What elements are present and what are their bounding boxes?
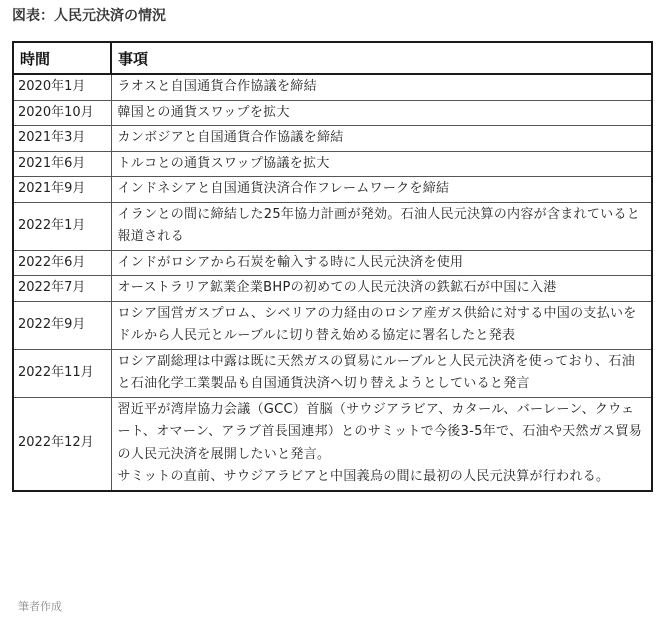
- row-event: [111, 202, 652, 250]
- table-row: [13, 126, 652, 152]
- row-event: [111, 151, 652, 177]
- header-event: 事項: [111, 42, 652, 74]
- row-date: 2022年12月: [13, 397, 111, 491]
- table-row: [13, 301, 652, 349]
- row-event: [111, 177, 652, 203]
- row-event: [111, 126, 652, 152]
- row-event: [111, 349, 652, 397]
- table-row: [13, 349, 652, 397]
- header-date: 時間: [13, 42, 111, 74]
- row-event: [111, 301, 652, 349]
- source-note: 筆者作成: [18, 600, 62, 613]
- table-row: [13, 397, 652, 491]
- table-row: [13, 74, 652, 100]
- event-text: 習近平が湾岸協力会議（GCC）首脳（サウジアラビア、カタール、バーレーン、クウェート、オマーン、アラブ首長国連邦）とのサミットで今後3-5年で、石油や天然ガス貿易の人民元決済を展開したいと発言。: [117, 401, 643, 462]
- row-event: [111, 397, 652, 491]
- table-row: [13, 276, 652, 302]
- table-row: [13, 177, 652, 203]
- event-text: カンボジアと自国通貨合作協議を締結: [117, 130, 344, 145]
- event-text: ロシア副総理は中露は既に天然ガスの貿易にルーブルと人民元決済を使っており、石油と石油化学工業製品も自国通貨決済へ切り替えようとしていると発言: [117, 353, 636, 391]
- event-text: インドがロシアから石炭を輸入する時に人民元決済を使用: [117, 254, 464, 270]
- event-text: ロシア国営ガスプロム、シベリアの力経由のロシア産ガス供給に対する中国の支払いをドルから人民元とルーブルに切り替え始める協定に署名したと発表: [117, 305, 637, 343]
- row-event: [111, 100, 652, 126]
- table-row: [13, 202, 652, 250]
- row-date: 2022年6月: [13, 250, 111, 276]
- timeline-table: [12, 41, 653, 492]
- row-date: 2021年3月: [13, 126, 111, 152]
- event-text: イランとの間に締結した25年協力計画が発効。石油人民元決算の内容が含まれていると報道される: [117, 206, 641, 244]
- event-text: ラオスと自国通貨合作協議を締結: [117, 79, 317, 94]
- row-event: [111, 250, 652, 276]
- row-date: 2022年11月: [13, 349, 111, 397]
- row-date: 2020年1月: [13, 74, 111, 100]
- row-date: 2022年7月: [13, 276, 111, 302]
- table-body: [13, 74, 652, 491]
- event-text: トルコとの通貨スワップ協議を拡大: [117, 155, 330, 171]
- event-text: オーストラリア鉱業企業BHPの初めての人民元決済の鉄鉱石が中国に入港: [117, 280, 557, 295]
- row-event: [111, 276, 652, 302]
- event-text: インドネシアと自国通貨決済合作フレームワークを締結: [117, 181, 450, 196]
- row-date: 2020年10月: [13, 100, 111, 126]
- row-date: 2022年9月: [13, 301, 111, 349]
- event-text: サミットの直前、サウジアラビアと中国義烏の間に最初の人民元決算が行われる。: [117, 469, 610, 484]
- row-date: 2021年6月: [13, 151, 111, 177]
- figure-caption: 図表：人民元決済の情況: [12, 8, 166, 24]
- row-event: [111, 74, 652, 100]
- row-date: 2022年1月: [13, 202, 111, 250]
- event-text: 韓国との通貨スワップを拡大: [117, 104, 290, 120]
- table-row: [13, 100, 652, 126]
- table-header-row: [13, 42, 652, 74]
- table-row: [13, 250, 652, 276]
- row-date: 2021年9月: [13, 177, 111, 203]
- table-row: [13, 151, 652, 177]
